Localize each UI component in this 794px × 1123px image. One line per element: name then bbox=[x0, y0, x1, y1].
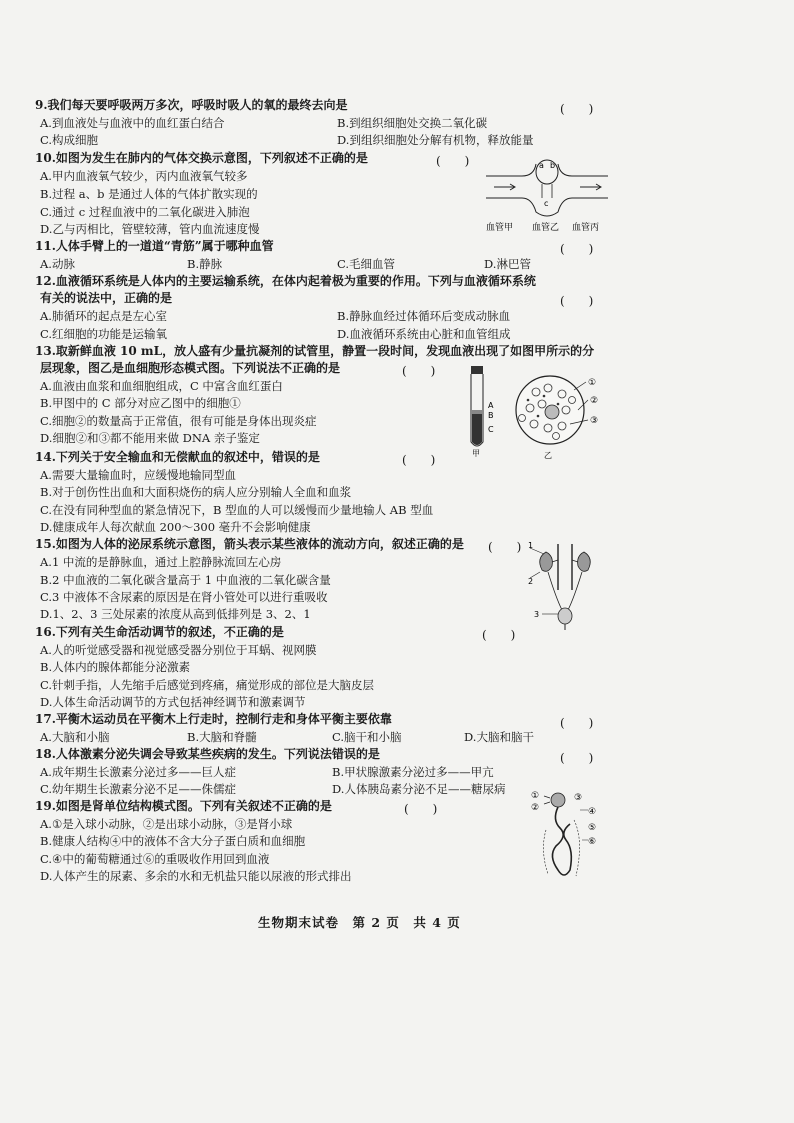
option: B.静脉 bbox=[187, 257, 223, 271]
question-13-stem: 13.取新鲜血液 10 mL，放人盛有少量抗凝剂的试管里，静置一段时间，发现血液出现了如图甲所示的分 bbox=[35, 344, 595, 358]
option: A.肺循环的起点是左心室 bbox=[40, 309, 167, 323]
option: D.细胞②和③都不能用来做 DNA 亲子鉴定 bbox=[40, 431, 260, 445]
figure-label: B bbox=[488, 411, 494, 420]
question-19-stem: 19.如图是肾单位结构模式图。下列有关叙述不正确的是 bbox=[35, 799, 332, 813]
option: C.细胞②的数量高于正常值，很有可能是身体出现炎症 bbox=[40, 414, 317, 428]
question-14-stem: 14.下列关于安全输血和无偿献血的叙述中，错误的是 bbox=[35, 450, 320, 464]
option: C.构成细胞 bbox=[40, 133, 99, 147]
option: B.人体内的腺体都能分泌激素 bbox=[40, 660, 191, 674]
option: C.脑干和小脑 bbox=[332, 730, 402, 744]
figure-label: b bbox=[550, 161, 556, 170]
blood-cells-figure bbox=[508, 370, 604, 460]
figure-label: 血管乙 bbox=[532, 223, 560, 233]
figure-label: ③ bbox=[574, 793, 583, 803]
option: C.在没有同种型血的紧急情况下，B 型血的人可以缓慢而少量地输人 AB 型血 bbox=[40, 503, 434, 517]
figure-label: c bbox=[544, 199, 549, 208]
option: A.1 中流的是静脉血，通过上腔静脉流回左心房 bbox=[40, 555, 282, 569]
option: D.健康成年人每次献血 200～300 毫升不会影响健康 bbox=[40, 520, 311, 534]
option: C.④中的葡萄糖通过⑥的重吸收作用回到血液 bbox=[40, 852, 270, 866]
figure-label: C bbox=[488, 425, 494, 434]
option: C.红细胞的功能是运输氧 bbox=[40, 327, 168, 341]
question-16-stem: 16.下列有关生命活动调节的叙述，不正确的是 bbox=[35, 625, 284, 639]
figure-label: 血管甲 bbox=[486, 223, 514, 233]
option: D.人体生命活动调节的方式包括神经调节和激素调节 bbox=[40, 695, 306, 709]
figure-label: 甲 bbox=[472, 449, 480, 458]
question-11-stem: 11.人体手臂上的一道道“青筋”属于哪种血管 bbox=[35, 239, 274, 253]
answer-paren: ( ) bbox=[402, 453, 436, 467]
figure-label: 血管丙 bbox=[572, 223, 600, 233]
option: C.幼年期生长激素分泌不足——侏儒症 bbox=[40, 782, 237, 796]
question-9-stem: 9.我们每天要呼吸两万多次，呼吸时吸人的氧的最终去向是 bbox=[35, 98, 348, 112]
figure-label: ① bbox=[588, 378, 597, 388]
option: A.到血液处与血液中的血红蛋白结合 bbox=[40, 116, 225, 130]
question-12-stem: 12.血液循环系统是人体内的主要运输系统，在体内起着极为重要的作用。下列与血液循环系统 bbox=[35, 274, 536, 288]
answer-paren: ( ) bbox=[560, 751, 594, 765]
option: B.甲图中的 C 部分对应乙图中的细胞① bbox=[40, 396, 241, 410]
figure-label: 1 bbox=[528, 541, 534, 550]
option: B.健康人结构④中的液体不含大分子蛋白质和血细胞 bbox=[40, 834, 306, 848]
nephron-figure bbox=[530, 790, 602, 888]
option: B.静脉血经过体循环后变成动脉血 bbox=[337, 309, 511, 323]
option: A.大脑和小脑 bbox=[40, 730, 110, 744]
figure-label: a bbox=[539, 161, 544, 170]
question-12-stem-line2: 有关的说法中，正确的是 bbox=[40, 291, 173, 305]
option: D.淋巴管 bbox=[484, 257, 531, 271]
option: A.动脉 bbox=[40, 257, 75, 271]
question-15-stem: 15.如图为人体的泌尿系统示意图，箭头表示某些液体的流动方向，叙述正确的是 bbox=[35, 537, 464, 551]
option: B.到组织细胞处交换二氧化碳 bbox=[337, 116, 488, 130]
figure-label: ① bbox=[531, 791, 540, 801]
option: D.人体胰岛素分泌不足——糖尿病 bbox=[332, 782, 506, 796]
answer-paren: ( ) bbox=[404, 802, 438, 816]
figure-label: ⑤ bbox=[588, 823, 597, 833]
figure-label: ② bbox=[590, 396, 599, 406]
blood-tube-figure bbox=[456, 362, 504, 458]
option: B.甲状腺激素分泌过多——甲亢 bbox=[332, 765, 494, 779]
page-footer: 生物期末试卷 第 2 页 共 4 页 bbox=[258, 915, 461, 930]
urinary-system-figure bbox=[528, 540, 604, 632]
answer-paren: ( ) bbox=[482, 628, 516, 642]
option: C.通过 c 过程血液中的二氧化碳进入肺泡 bbox=[40, 205, 250, 219]
answer-paren: ( ) bbox=[488, 540, 522, 554]
answer-paren: ( ) bbox=[560, 716, 594, 730]
option: D.到组织细胞处分解有机物，释放能量 bbox=[337, 133, 534, 147]
option: A.需要大量输血时，应缓慢地输同型血 bbox=[40, 468, 236, 482]
figure-label: ② bbox=[531, 803, 540, 813]
question-10-stem: 10.如图为发生在肺内的气体交换示意图，下列叙述不正确的是 bbox=[35, 151, 368, 165]
option: B.对于创伤性出血和大面积烧伤的病人应分别输人全血和血浆 bbox=[40, 485, 352, 499]
option: D.大脑和脑干 bbox=[464, 730, 534, 744]
lung-gas-exchange-figure bbox=[484, 154, 610, 234]
question-13-stem-line2: 层现象，图乙是血细胞形态模式图。下列说法不正确的是 bbox=[40, 361, 341, 375]
answer-paren: ( ) bbox=[560, 102, 594, 116]
option: D.1、2、3 三处尿素的浓度从高到低排列是 3、2、1 bbox=[40, 607, 311, 621]
answer-paren: ( ) bbox=[560, 294, 594, 308]
option: D.人体产生的尿素、多余的水和无机盐只能以尿液的形式排出 bbox=[40, 869, 352, 883]
option: B.大脑和脊髓 bbox=[187, 730, 257, 744]
option: D.乙与丙相比，管壁较薄，管内血流速度慢 bbox=[40, 222, 260, 236]
option: B.过程 a、b 是通过人体的气体扩散实现的 bbox=[40, 187, 258, 201]
question-17-stem: 17.平衡木运动员在平衡木上行走时，控制行走和身体平衡主要依靠 bbox=[35, 712, 392, 726]
option: A.①是入球小动脉，②是出球小动脉，③是肾小球 bbox=[40, 817, 293, 831]
figure-label: 乙 bbox=[544, 451, 552, 460]
option: A.人的听觉感受器和视觉感受器分别位于耳蜗、视网膜 bbox=[40, 643, 317, 657]
figure-label: 3 bbox=[534, 610, 540, 619]
answer-paren: ( ) bbox=[436, 154, 470, 168]
answer-paren: ( ) bbox=[402, 364, 436, 378]
figure-label: A bbox=[488, 401, 494, 410]
option: C.针刺手指，人先缩手后感觉到疼痛，痛觉形成的部位是大脑皮层 bbox=[40, 678, 375, 692]
option: D.血液循环系统由心脏和血管组成 bbox=[337, 327, 511, 341]
option: A.成年期生长激素分泌过多——巨人症 bbox=[40, 765, 236, 779]
option: A.甲内血液氧气较少，丙内血液氧气较多 bbox=[40, 169, 248, 183]
option: A.血液由血浆和血细胞组成，C 中富含血红蛋白 bbox=[40, 379, 283, 393]
figure-label: ⑥ bbox=[588, 837, 597, 847]
figure-label: 2 bbox=[528, 577, 534, 586]
option: B.2 中血液的二氧化碳含量高于 1 中血液的二氧化碳含量 bbox=[40, 573, 331, 587]
question-18-stem: 18.人体激素分泌失调会导致某些疾病的发生。下列说法错误的是 bbox=[35, 747, 380, 761]
option: C.3 中液体不含尿素的原因是在肾小管处可以进行重吸收 bbox=[40, 590, 328, 604]
option: C.毛细血管 bbox=[337, 257, 396, 271]
figure-label: ③ bbox=[590, 416, 599, 426]
figure-label: ④ bbox=[588, 807, 597, 817]
answer-paren: ( ) bbox=[560, 242, 594, 256]
